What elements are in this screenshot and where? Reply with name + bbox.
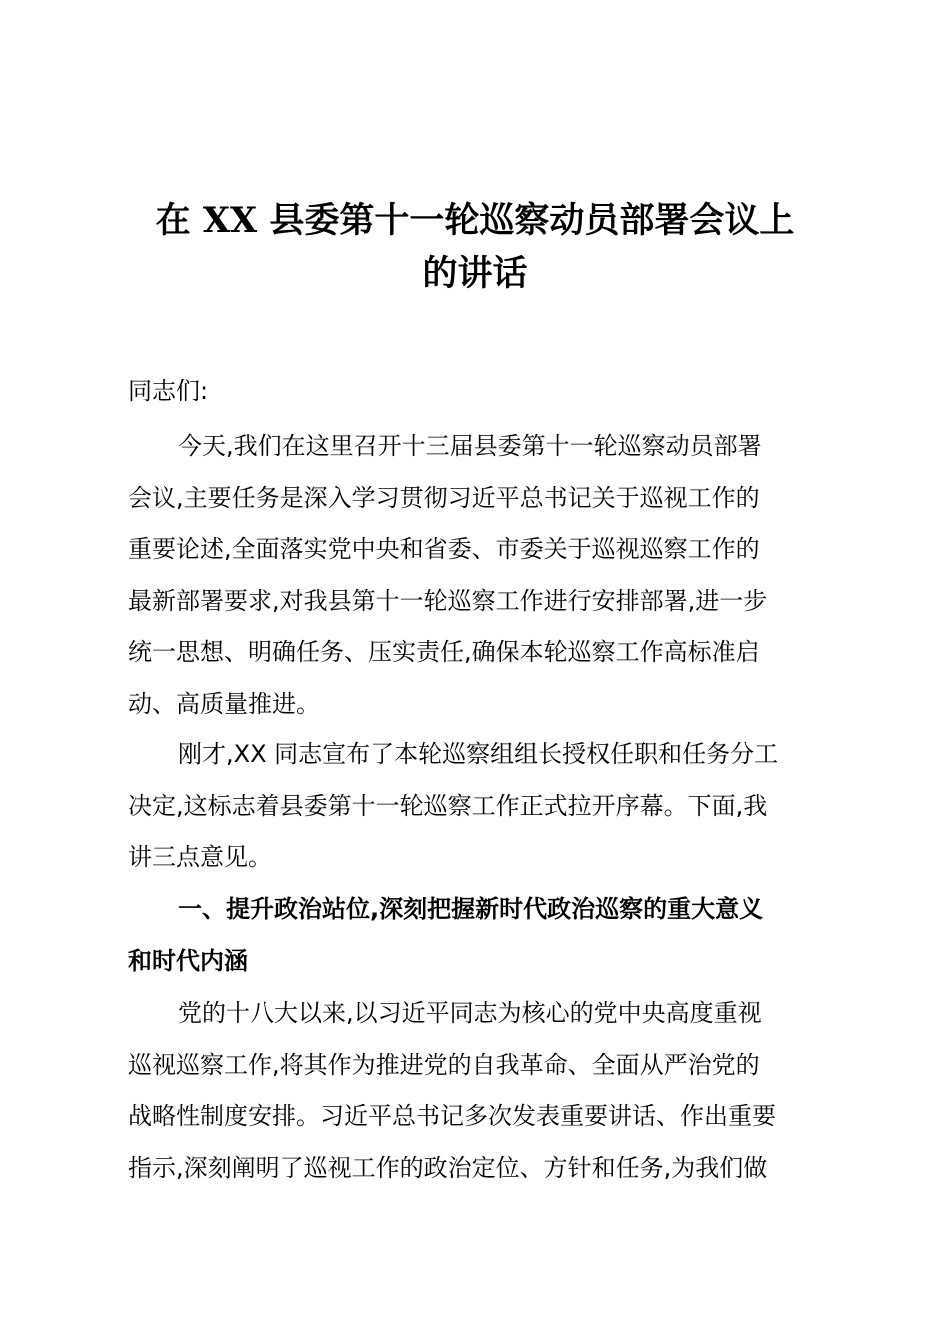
paragraph-line: 指示,深刻阐明了巡视工作的政治定位、方针和任务,为我们做 <box>128 1153 768 1182</box>
salutation: 同志们: <box>128 377 209 405</box>
paragraph-line: 今天,我们在这里召开十三届县委第十一轮巡察动员部署 <box>178 432 762 460</box>
paragraph-line: 动、高质量推进。 <box>128 689 320 718</box>
heading-line: 一、提升政治站位,深刻把握新时代政治巡察的重大意义 <box>178 895 764 923</box>
paragraph-announcement <box>128 729 828 884</box>
paragraph-line: 重要论述,全面落实党中央和省委、市委关于巡视巡察工作的 <box>128 535 760 563</box>
paragraph-line: 统一思想、明确任务、压实责任,确保本轮巡察工作高标准启 <box>128 638 760 666</box>
section-heading-1 <box>128 884 828 987</box>
paragraph-opening <box>128 421 828 730</box>
heading-line: 和时代内涵 <box>128 946 248 975</box>
paragraph-line: 巡视巡察工作,将其作为推进党的自我革命、全面从严治党的 <box>128 1050 760 1079</box>
document-title-line-2: 的讲话 <box>422 253 528 294</box>
paragraph-line: 会议,主要任务是深入学习贯彻习近平总书记关于巡视工作的 <box>128 483 760 512</box>
paragraph-line: 战略性制度安排。习近平总书记多次发表重要讲话、作出重要 <box>128 1102 776 1130</box>
paragraph-section-1-body <box>128 988 828 1194</box>
paragraph-line: 刚才,XX 同志宣布了本轮巡察组组长授权任职和任务分工 <box>178 740 779 768</box>
paragraph-line: 党的十八大以来,以习近平同志为核心的党中央高度重视 <box>178 999 762 1027</box>
paragraph-line: 讲三点意见。 <box>128 843 272 871</box>
paragraph-line: 决定,这标志着县委第十一轮巡察工作正式拉开序幕。下面,我 <box>128 791 768 820</box>
paragraph-line: 最新部署要求,对我县第十一轮巡察工作进行安排部署,进一步 <box>128 586 768 615</box>
document-title-line-1: 在 XX 县委第十一轮巡察动员部署会议上 <box>155 200 795 241</box>
